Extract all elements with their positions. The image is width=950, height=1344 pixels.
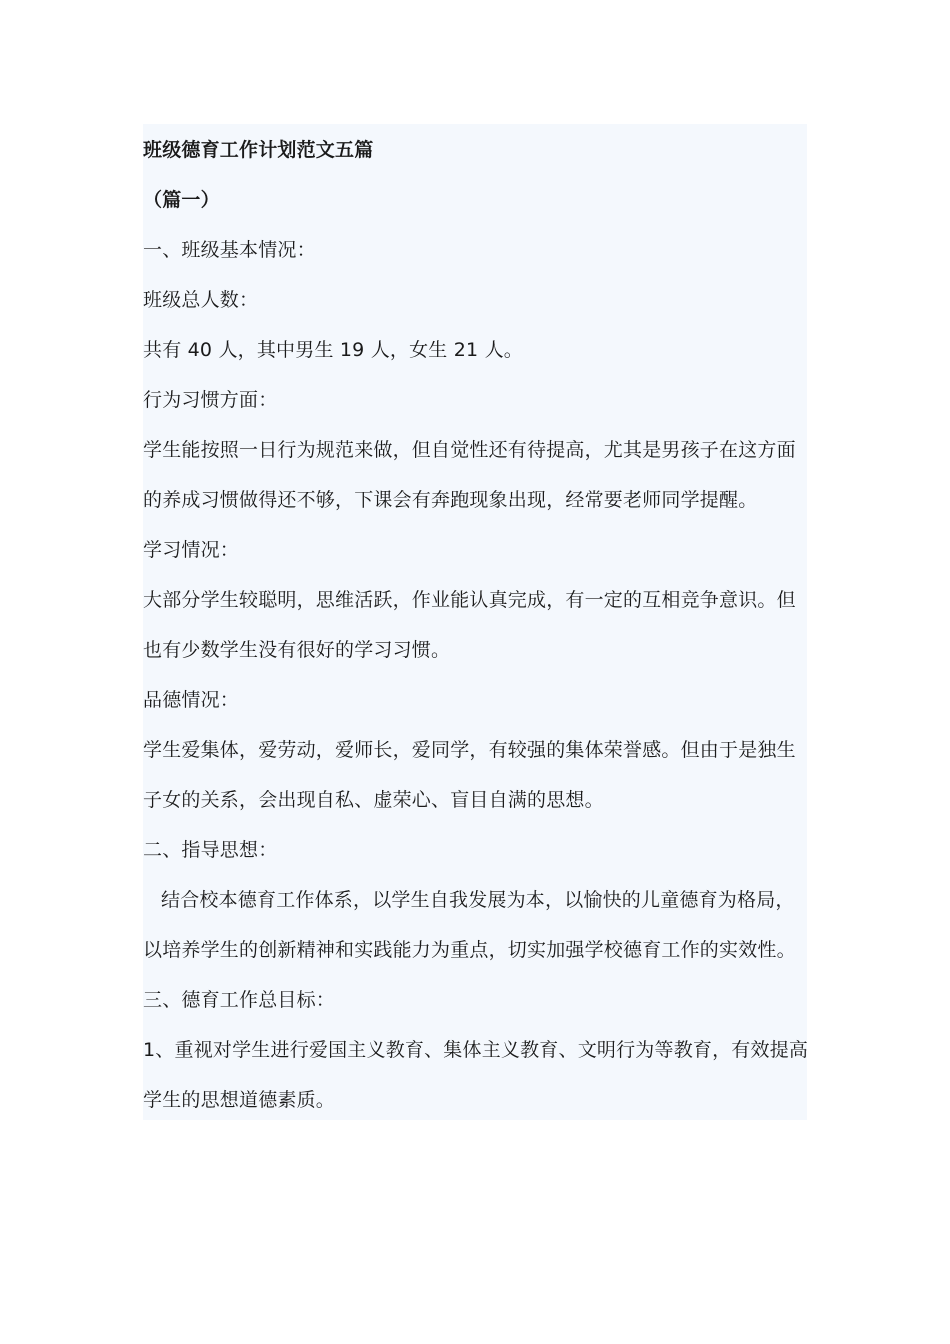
paragraph-behavior-label: 行为习惯方面：	[143, 389, 278, 411]
section-heading-overall-goal: 三、德育工作总目标：	[143, 989, 336, 1011]
paragraph-guiding-line-2: 以培养学生的创新精神和实践能力为重点，切实加强学校德育工作的实效性。	[143, 939, 796, 961]
paragraph-behavior-line-2: 的养成习惯做得还不够，下课会有奔跑现象出现，经常要老师同学提醒。	[143, 489, 758, 511]
document-page	[143, 124, 807, 1120]
paragraph-guiding-line-1: 结合校本德育工作体系，以学生自我发展为本，以愉快的儿童德育为格局，	[161, 889, 795, 911]
section-heading-basic-info: 一、班级基本情况：	[143, 239, 316, 261]
paragraph-study-line-2: 也有少数学生没有很好的学习习惯。	[143, 639, 451, 661]
document-title: 班级德育工作计划范文五篇	[143, 139, 374, 161]
paragraph-class-total-label: 班级总人数：	[143, 289, 259, 311]
paragraph-class-total: 共有 40 人，其中男生 19 人，女生 21 人。	[143, 339, 523, 361]
paragraph-goal-line-1: 1、重视对学生进行爱国主义教育、集体主义教育、文明行为等教育，有效提高	[143, 1039, 809, 1061]
section-heading-guiding-idea: 二、指导思想：	[143, 839, 278, 861]
paragraph-moral-line-2: 子女的关系，会出现自私、虚荣心、盲目自满的思想。	[143, 789, 604, 811]
paragraph-study-line-1: 大部分学生较聪明，思维活跃，作业能认真完成，有一定的互相竞争意识。但	[143, 589, 796, 611]
document-subtitle: （篇一）	[143, 189, 220, 211]
paragraph-moral-line-1: 学生爱集体，爱劳动，爱师长，爱同学，有较强的集体荣誉感。但由于是独生	[143, 739, 796, 761]
paragraph-behavior-line-1: 学生能按照一日行为规范来做，但自觉性还有待提高，尤其是男孩子在这方面	[143, 439, 796, 461]
paragraph-goal-line-2: 学生的思想道德素质。	[143, 1089, 336, 1111]
paragraph-moral-label: 品德情况：	[143, 689, 240, 711]
paragraph-study-label: 学习情况：	[143, 539, 240, 561]
